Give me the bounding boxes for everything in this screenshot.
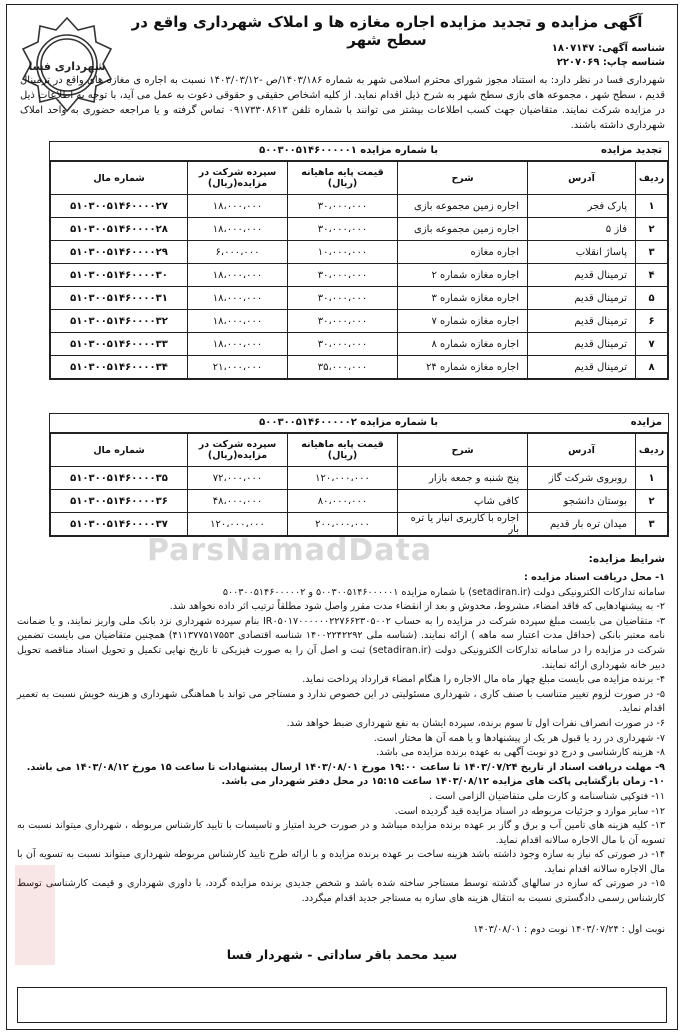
col-description: شرح bbox=[398, 162, 528, 195]
list-item: سامانه تدارکات الکترونیکی دولت (setadiran.ir) با شماره مزایده ۵۰۰۳۰۰۵۱۴۶۰۰۰۰۰۱ و ۵۰۰۳۰۰۵۱۴۶۰۰۰۰۰۲ bbox=[222, 586, 665, 598]
row-deposit: ۱۸،۰۰۰،۰۰۰ bbox=[188, 333, 288, 356]
row-code: ۵۱۰۳۰۰۵۱۴۶۰۰۰۰۲۷ bbox=[51, 195, 188, 218]
row-deposit: ۷۲،۰۰۰،۰۰۰ bbox=[188, 467, 288, 490]
row-address: ترمینال قدیم bbox=[528, 356, 636, 379]
row-deposit: ۱۸،۰۰۰،۰۰۰ bbox=[188, 218, 288, 241]
publication-dates: نوبت اول : ۱۴۰۳/۰۷/۲۴ نوبت دوم : ۱۴۰۳/۰۸/۰۱ bbox=[473, 924, 665, 935]
row-number: ۲ bbox=[636, 490, 668, 513]
table-row bbox=[51, 241, 668, 264]
col-row: ردیف bbox=[636, 162, 668, 195]
table1-label: تجدید مزایده bbox=[600, 145, 662, 156]
row-price: ۳۰،۰۰۰،۰۰۰ bbox=[288, 333, 398, 356]
row-description: پنج شنبه و جمعه بازار bbox=[398, 467, 528, 490]
row-description: اجاره مغازه شماره ۷ bbox=[398, 310, 528, 333]
row-address: پاساژ انقلاب bbox=[528, 241, 636, 264]
table2-grid bbox=[50, 433, 668, 536]
row-address: ترمینال قدیم bbox=[528, 264, 636, 287]
col-deposit: سپرده شرکت در مزایده(ریال) bbox=[188, 434, 288, 467]
row-number: ۵ bbox=[636, 287, 668, 310]
watermark: ParsNamadData bbox=[147, 533, 433, 568]
row-code: ۵۱۰۳۰۰۵۱۴۶۰۰۰۰۲۸ bbox=[51, 218, 188, 241]
page-title: آگهی مزایده و تجدید مزایده اجاره مغازه ها و املاک شهرداری واقع در سطح شهر bbox=[131, 13, 643, 49]
row-price: ۱۲۰،۰۰۰،۰۰۰ bbox=[288, 467, 398, 490]
row-description: اجاره با کاربری انبار یا تره بار bbox=[398, 513, 528, 536]
col-base-price: قیمت پایه ماهیانه (ریال) bbox=[288, 162, 398, 195]
list-item: ۹- مهلت دریافت اسناد از تاریخ ۱۴۰۳/۰۷/۲۴ تا ساعت ۱۹:۰۰ مورخ ۱۴۰۳/۰۸/۰۱ ارسال پیشنهادات تا ساعت ۱۵ مورخ ۱۴۰۳/۰۸/۱۲ می باشد. bbox=[26, 761, 665, 773]
table2-header bbox=[50, 414, 668, 433]
row-code: ۵۱۰۳۰۰۵۱۴۶۰۰۰۰۳۰ bbox=[51, 264, 188, 287]
row-deposit: ۱۸،۰۰۰،۰۰۰ bbox=[188, 195, 288, 218]
row-number: ۱ bbox=[636, 467, 668, 490]
row-code: ۵۱۰۳۰۰۵۱۴۶۰۰۰۰۳۱ bbox=[51, 287, 188, 310]
row-number: ۱ bbox=[636, 195, 668, 218]
row-price: ۳۰،۰۰۰،۰۰۰ bbox=[288, 264, 398, 287]
row-address: روبروی شرکت گاز bbox=[528, 467, 636, 490]
table-row bbox=[51, 467, 668, 490]
table-row bbox=[51, 490, 668, 513]
row-address: بوستان دانشجو bbox=[528, 490, 636, 513]
print-id: شناسه چاپ: ۲۲۰۷۰۶۹ bbox=[556, 57, 665, 68]
intro-paragraph bbox=[20, 73, 665, 133]
row-code: ۵۱۰۳۰۰۵۱۴۶۰۰۰۰۳۴ bbox=[51, 356, 188, 379]
table1-header bbox=[50, 142, 668, 161]
row-description: اجاره مغازه bbox=[398, 241, 528, 264]
list-item: ۱۱- فتوکپی شناسنامه و کارت ملی متقاضیان الزامی است . bbox=[429, 790, 665, 802]
table-row bbox=[51, 333, 668, 356]
table2-number: با شماره مزایده ۵۰۰۳۰۰۵۱۴۶۰۰۰۰۰۲ bbox=[259, 417, 438, 428]
col-asset-code: شماره مال bbox=[51, 162, 188, 195]
ad-id: شناسه آگهی: ۱۸۰۷۱۴۷ bbox=[551, 43, 665, 54]
row-code: ۵۱۰۳۰۰۵۱۴۶۰۰۰۰۳۲ bbox=[51, 310, 188, 333]
row-deposit: ۱۲۰،۰۰۰،۰۰۰ bbox=[188, 513, 288, 536]
list-item: ۷- شهرداری در رد یا قبول هر یک از پیشنهادها و یا همه آن ها مختار است. bbox=[373, 732, 665, 744]
list-item: ۳- متقاضیان می بایست مبلغ سپرده شرکت در مزایده را به حساب IR۰۵۰۱۷۰۰۰۰۰۰۲۲۷۶۶۲۳۰۵۰۰۲ بنام سپرده شهرداری نزد بانک ملی واریز نمایند، و یا ضمانت نامه معتبر بانکی (حداقل مدت اعتبار سه ماهه ) ارائه نمایند. (شناسه ملی ۱۴۰۰۲۲۴۲۲۹۲ شناسه اقتصادی ۴۱۱۳۷۷۵۱۷۵۵۳) همچنین متقاضیان می بایست تضمین شرکت در مزایده را در سامانه تدارکات الکترونیکی دولت (setadiran.ir) ثبت و اصل آن را به صورت فیزیکی تا تاریخ نهایی تکمیل و تحویل اسناد مناقصه تحویل دبیر خانه شهرداری ارائه نمایند. bbox=[17, 615, 665, 671]
row-price: ۱۰،۰۰۰،۰۰۰ bbox=[288, 241, 398, 264]
table1-column-headers bbox=[51, 162, 668, 195]
table-row bbox=[51, 287, 668, 310]
row-address: میدان تره بار قدیم bbox=[528, 513, 636, 536]
list-item: ۵- در صورت لزوم تغییر متناسب با صنف کاری ، شهرداری مسئولیتی در این خصوص ندارد و مستاجر می تواند با هماهنگی شهرداری و هزینه خویش نسبت به تعمیر اقدام نماید. bbox=[17, 688, 665, 715]
row-number: ۸ bbox=[636, 356, 668, 379]
row-number: ۷ bbox=[636, 333, 668, 356]
row-deposit: ۴۸،۰۰۰،۰۰۰ bbox=[188, 490, 288, 513]
intro-text: شهرداری فسا در نظر دارد: به استناد مجوز شورای محترم اسلامی شهر به شماره ۱۴۰۳/۱۸۶/ص -۱۴۰۳/۰۳/۱۲ نسبت به اجاره ی مغازه های واقع در ترمینال قدیم ، سطح شهر ، مجموعه های بازی سطح شهر به شرح ذیل اقدام نماید. از کلیه اشخاص حقیقی و حقوقی دعوت به عمل می آید، با توجه به اطلاعات ذیل در مزایده شرکت نمایند. متقاضیان جهت کسب اطلاعات بیشتر می توانند با شماره تلفن ۰۹۱۷۳۳۰۸۶۱۳ تماس گرفته و یا مراجعه حضوری به واحد املاک شهرداری داشته باشند. bbox=[20, 75, 666, 131]
row-price: ۸۰،۰۰۰،۰۰۰ bbox=[288, 490, 398, 513]
row-description: اجاره زمین مجموعه بازی bbox=[398, 218, 528, 241]
table-row bbox=[51, 264, 668, 287]
row-price: ۲۰۰،۰۰۰،۰۰۰ bbox=[288, 513, 398, 536]
table-row bbox=[51, 218, 668, 241]
auction-table-1 bbox=[49, 141, 669, 380]
table-row bbox=[51, 310, 668, 333]
list-item: ۲- به پیشنهادهایی که فاقد امضاء، مشروط، مخدوش و بعد از انقضاء مدت مقرر واصل شود مطلقاً ترتیب اثر داده نخواهد شد. bbox=[169, 601, 665, 613]
row-address: ترمینال قدیم bbox=[528, 333, 636, 356]
table2-label: مزایده bbox=[630, 417, 662, 428]
col-asset-code: شماره مال bbox=[51, 434, 188, 467]
row-code: ۵۱۰۳۰۰۵۱۴۶۰۰۰۰۲۹ bbox=[51, 241, 188, 264]
row-price: ۳۵،۰۰۰،۰۰۰ bbox=[288, 356, 398, 379]
row-price: ۳۰،۰۰۰،۰۰۰ bbox=[288, 195, 398, 218]
list-item: ۱۳- کلیه هزینه های تامین آب و برق و گاز بر عهده برنده مزایده میباشد و در صورت خرید امتیاز و تاسیسات با تایید کارشناس مربوطه ، شهرداری میتواند نسبت به تسویه آن با مال الاجاره سالانه اقدام نماید. bbox=[17, 820, 665, 846]
footer-box bbox=[17, 987, 667, 1023]
row-deposit: ۱۸،۰۰۰،۰۰۰ bbox=[188, 264, 288, 287]
row-number: ۲ bbox=[636, 218, 668, 241]
row-number: ۶ bbox=[636, 310, 668, 333]
seal-text: شهرداری فسا bbox=[28, 60, 106, 73]
row-code: ۵۱۰۳۰۰۵۱۴۶۰۰۰۰۳۶ bbox=[51, 490, 188, 513]
row-code: ۵۱۰۳۰۰۵۱۴۶۰۰۰۰۳۵ bbox=[51, 467, 188, 490]
col-deposit: سپرده شرکت در مزایده(ریال) bbox=[188, 162, 288, 195]
row-description: اجاره مغازه شماره ۲ bbox=[398, 264, 528, 287]
col-address: آدرس bbox=[528, 434, 636, 467]
list-item: ۶- در صورت انصراف نفرات اول تا سوم برنده، سپرده ایشان به نفع شهرداری ضبط خواهد شد. bbox=[286, 717, 665, 729]
row-address: ترمینال قدیم bbox=[528, 310, 636, 333]
row-deposit: ۱۸،۰۰۰،۰۰۰ bbox=[188, 287, 288, 310]
row-address: پارک فجر bbox=[528, 195, 636, 218]
row-description: اجاره مغازه شماره ۳ bbox=[398, 287, 528, 310]
signer: سید محمد باقر ساداتی - شهردار فسا bbox=[226, 947, 458, 962]
col-description: شرح bbox=[398, 434, 528, 467]
row-description: کافی شاپ bbox=[398, 490, 528, 513]
row-description: اجاره مغازه شماره ۸ bbox=[398, 333, 528, 356]
col-address: آدرس bbox=[528, 162, 636, 195]
table2-column-headers bbox=[51, 434, 668, 467]
table1-number: با شماره مزایده ۵۰۰۳۰۰۵۱۴۶۰۰۰۰۰۱ bbox=[259, 145, 438, 156]
list-item: ۱۰- زمان بازگشایی پاکت های مزایده ۱۴۰۳/۰۸/۱۲ ساعت ۱۵:۱۵ در محل دفتر شهردار می باشد. bbox=[221, 776, 665, 788]
decorative-stamp bbox=[15, 865, 55, 965]
table-row bbox=[51, 356, 668, 379]
row-code: ۵۱۰۳۰۰۵۱۴۶۰۰۰۰۳۳ bbox=[51, 333, 188, 356]
row-number: ۳ bbox=[636, 513, 668, 536]
row-price: ۳۰،۰۰۰،۰۰۰ bbox=[288, 310, 398, 333]
col-base-price: قیمت پایه ماهیانه (ریال) bbox=[288, 434, 398, 467]
table1-grid bbox=[50, 161, 668, 379]
row-number: ۴ bbox=[636, 264, 668, 287]
col-row: ردیف bbox=[636, 434, 668, 467]
list-item: ۱۵- در صورتی که سازه در سالهای گذشته توسط مستاجر ساخته شده باشد و شخص جدیدی برنده مزایده گردد، با داوری شهرداری و قیمت کارشناسی توسط کارشناس رسمی دادگستری نسبت به انتقال هزینه های سازه به مستاجر جدید اقدام میگردد. bbox=[17, 878, 665, 905]
row-address: ترمینال قدیم bbox=[528, 287, 636, 310]
row-deposit: ۶،۰۰۰،۰۰۰ bbox=[188, 241, 288, 264]
conditions-list bbox=[17, 571, 665, 907]
row-address: فاز ۵ bbox=[528, 218, 636, 241]
table-row bbox=[51, 195, 668, 218]
row-number: ۳ bbox=[636, 241, 668, 264]
notice-page bbox=[6, 4, 678, 1030]
list-item: ۱- محل دریافت اسناد مزایده : bbox=[523, 572, 665, 583]
row-description: اجاره مغازه شماره ۲۴ bbox=[398, 356, 528, 379]
list-item: ۱۴- در صورتی که نیاز به سازه وجود داشته باشد هزینه ساخت بر عهده برنده مزایده و با ارائه طرح تایید کارشناس مربوطه شهرداری میتواند نسبت به تسویه آن با مال الاجاره سالانه اقدام نماید. bbox=[17, 849, 665, 875]
row-price: ۳۰،۰۰۰،۰۰۰ bbox=[288, 287, 398, 310]
list-item: ۴- برنده مزایده می بایست مبلغ چهار ماه مال الاجاره را هنگام امضاء قرارداد پرداخت نماید. bbox=[302, 674, 665, 686]
row-code: ۵۱۰۳۰۰۵۱۴۶۰۰۰۰۳۷ bbox=[51, 513, 188, 536]
row-price: ۳۰،۰۰۰،۰۰۰ bbox=[288, 218, 398, 241]
row-deposit: ۲۱،۰۰۰،۰۰۰ bbox=[188, 356, 288, 379]
conditions-title: شرایط مزایده: bbox=[588, 553, 665, 565]
row-deposit: ۱۸،۰۰۰،۰۰۰ bbox=[188, 310, 288, 333]
list-item: ۸- هزینه کارشناسی و درج دو نوبت آگهی به عهده برنده مزایده می باشد. bbox=[376, 747, 665, 759]
row-description: اجاره زمین مجموعه بازی bbox=[398, 195, 528, 218]
auction-table-2 bbox=[49, 413, 669, 537]
list-item: ۱۲- سایر موارد و جزئیات مربوطه در اسناد مزایده قید گردیده است. bbox=[394, 805, 665, 817]
